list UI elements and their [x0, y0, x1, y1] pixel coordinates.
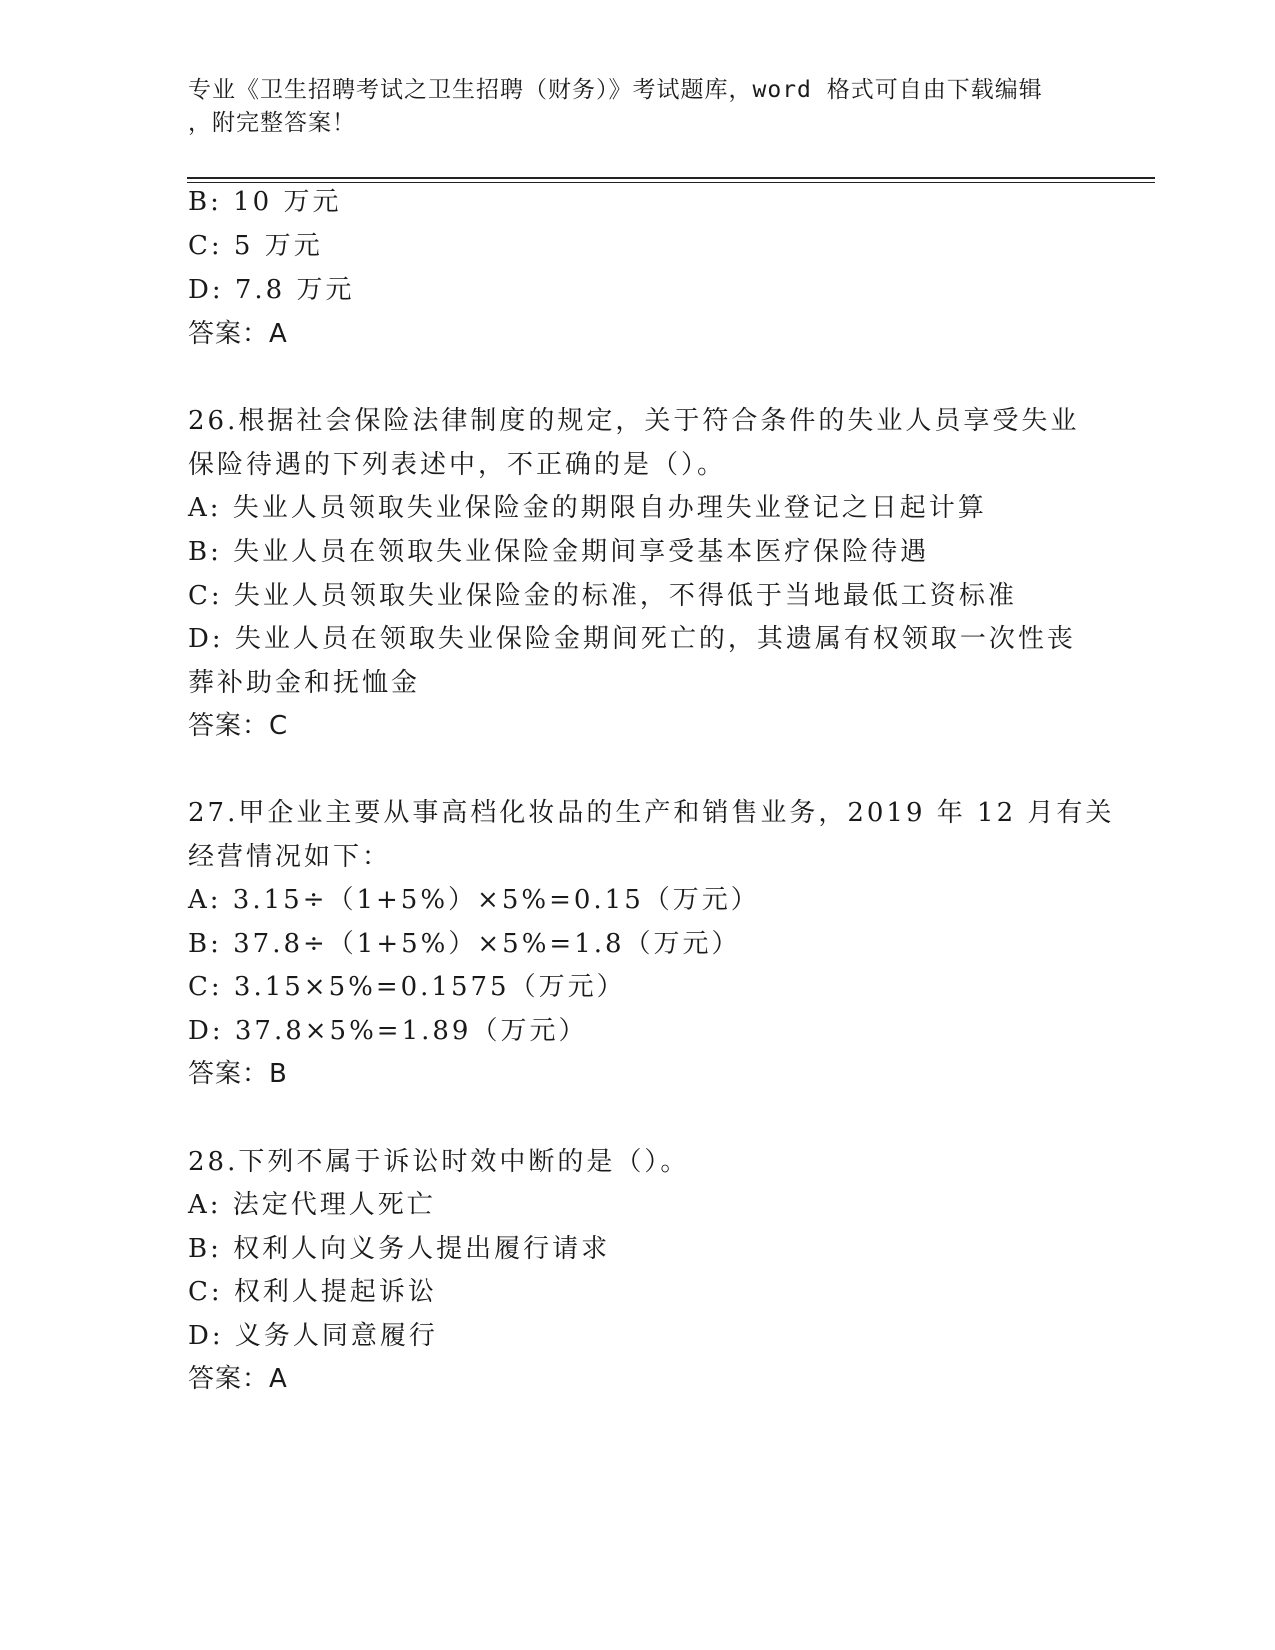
header-rule-thin [187, 182, 1155, 183]
q27-option-c: C: 3.15×5%=0.1575（万元） [188, 972, 626, 1002]
q26-option-d-line-1: D: 失业人员在领取失业保险金期间死亡的，其遗属有权领取一次性丧 [188, 624, 1076, 654]
q26-answer: 答案：C [188, 711, 289, 741]
q26-option-c: C: 失业人员领取失业保险金的标准，不得低于当地最低工资标准 [188, 581, 1017, 611]
header-rule-thick [187, 177, 1155, 179]
q28-option-a: A: 法定代理人死亡 [188, 1190, 436, 1220]
q26-stem-line-2: 保险待遇的下列表述中，不正确的是（）。 [188, 450, 727, 480]
q27-option-b: B: 37.8÷（1+5%）×5%=1.8（万元） [188, 929, 741, 959]
q28-stem: 28.下列不属于诉讼时效中断的是（）。 [188, 1147, 690, 1177]
q27-stem-line-1: 27.甲企业主要从事高档化妆品的生产和销售业务，2019 年 12 月有关 [188, 798, 1115, 828]
q27-answer: 答案：B [188, 1059, 288, 1089]
q26-stem-line-1: 26.根据社会保险法律制度的规定，关于符合条件的失业人员享受失业 [188, 406, 1080, 436]
q25-option-b: B: 10 万元 [188, 187, 342, 217]
q26-option-d-line-2: 葬补助金和抚恤金 [188, 668, 421, 698]
q25-answer: 答案：A [188, 319, 288, 349]
q27-option-a: A: 3.15÷（1+5%）×5%=0.15（万元） [188, 885, 760, 915]
q28-option-b: B: 权利人向义务人提出履行请求 [188, 1234, 611, 1264]
q26-option-a: A: 失业人员领取失业保险金的期限自办理失业登记之日起计算 [188, 493, 987, 523]
q26-option-b: B: 失业人员在领取失业保险金期间享受基本医疗保险待遇 [188, 537, 930, 567]
q27-option-d: D: 37.8×5%=1.89（万元） [188, 1016, 588, 1046]
q28-answer: 答案：A [188, 1364, 288, 1394]
q27-stem-line-2: 经营情况如下： [188, 842, 392, 872]
q25-option-c: C: 5 万元 [188, 231, 323, 261]
q28-option-d: D: 义务人同意履行 [188, 1321, 438, 1351]
header-line-1: 专业《卫生招聘考试之卫生招聘（财务）》考试题库，word 格式可自由下载编辑 [188, 77, 1043, 103]
q28-option-c: C: 权利人提起诉讼 [188, 1277, 437, 1307]
q25-option-d: D: 7.8 万元 [188, 275, 355, 305]
page-header [188, 74, 1068, 140]
header-line-2: ，附完整答案！ [188, 110, 356, 136]
